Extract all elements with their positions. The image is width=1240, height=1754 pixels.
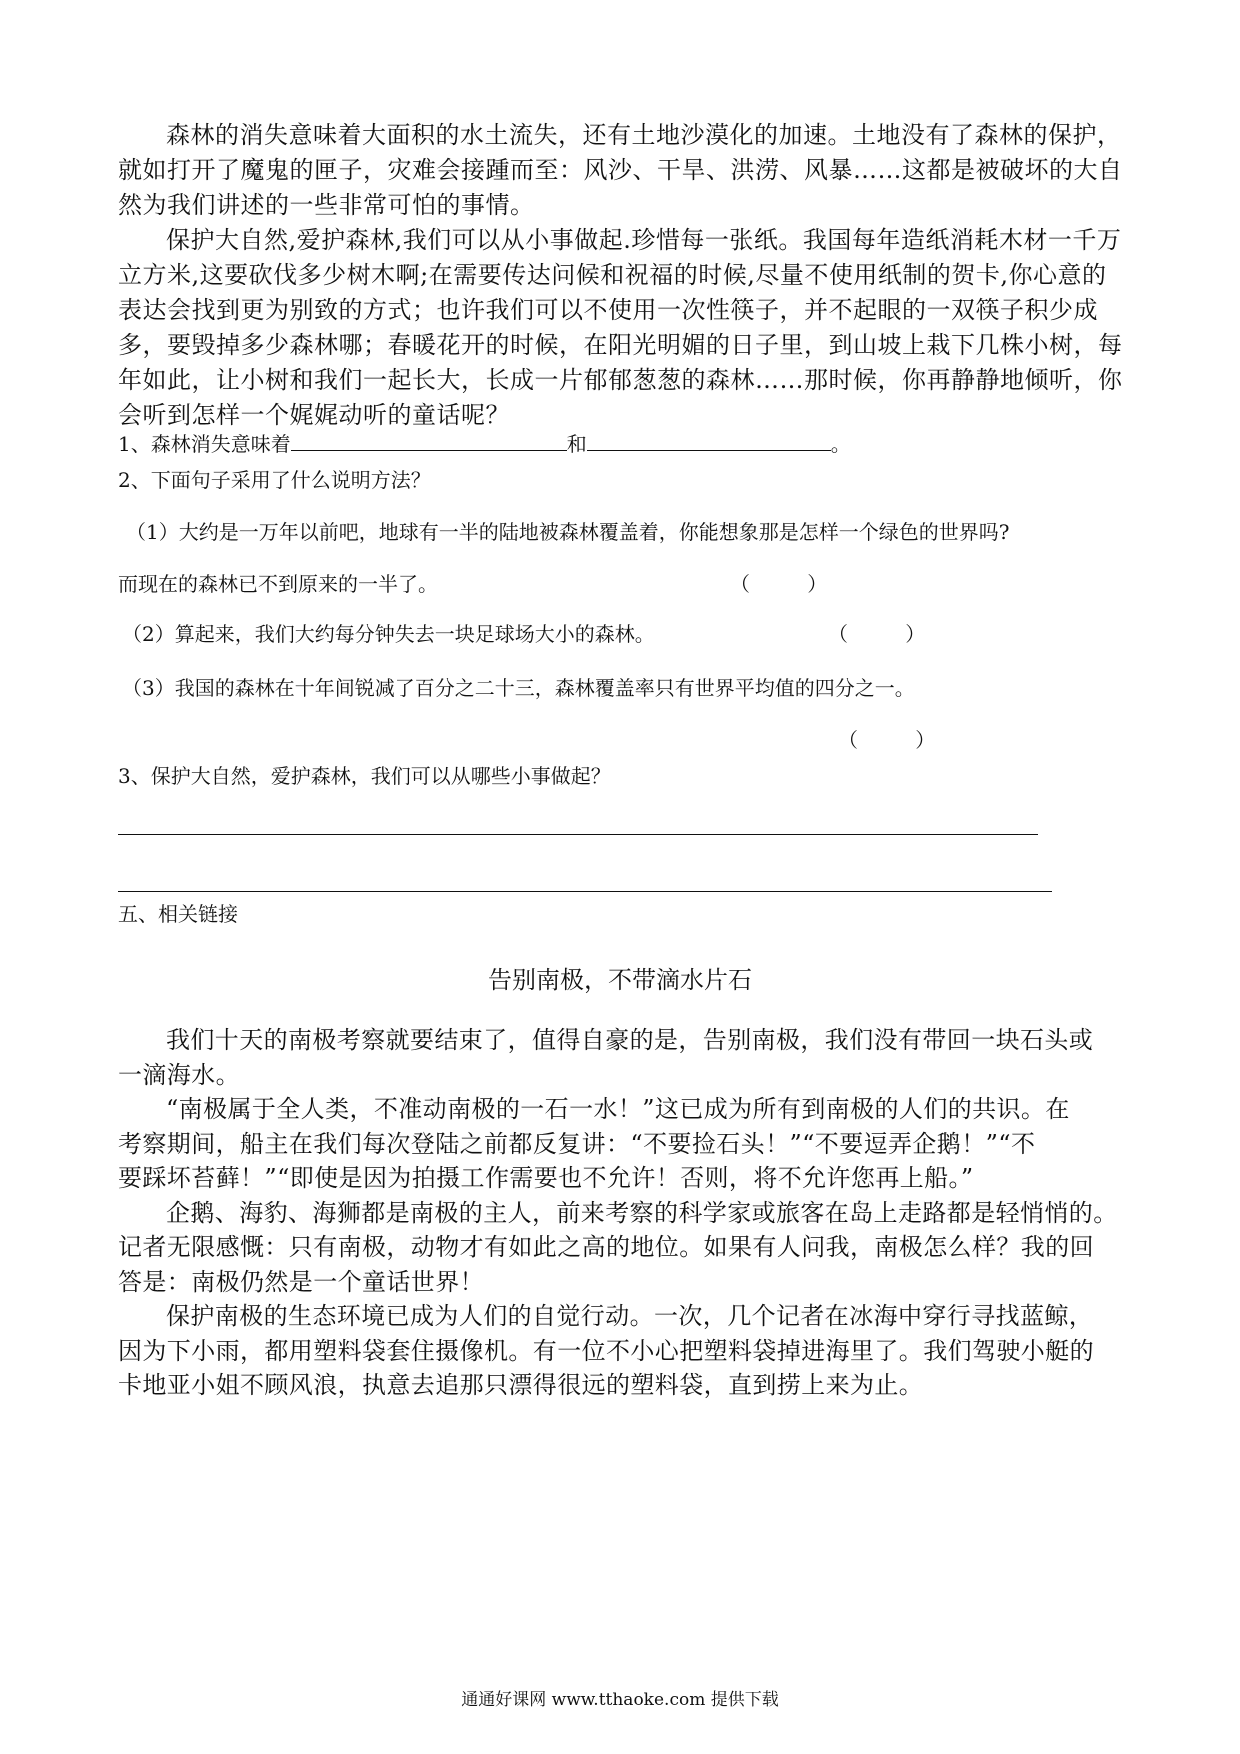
article-line: 要踩坏苔藓！”“即使是因为拍摄工作需要也不允许！否则，将不允许您再上船。” <box>118 1164 974 1192</box>
passage-paragraph-2: 保护大自然,爱护森林,我们可以从小事做起.珍惜每一张纸。我国每年造纸消耗木材一千万立方米,这要砍伐多少树木啊;在需要传达问候和祝福的时候,尽量不使用纸制的贺卡,你心意的表达会找到更为别致的方式；也许我们可以不使用一次性筷子，并不起眼的一双筷子积少成多，要毁掉多少森林哪；春暖花开的时候，在阳光明媚的日子里，到山坡上栽下几株小树，每年如此，让小树和我们一起长大，长成一片郁郁葱葱的森林……那时候，你再静静地倾听，你会听到怎样一个娓娓动听的童话呢？ <box>118 226 1123 429</box>
question-2-2: （2）算起来，我们大约每分钟失去一块足球场大小的森林。 <box>122 622 655 646</box>
answer-paren-2-3[interactable]: （ ） <box>838 728 936 752</box>
question-1-blank-1[interactable] <box>291 430 567 451</box>
question-1 <box>118 430 851 458</box>
question-3: 3、保护大自然，爱护森林，我们可以从哪些小事做起？ <box>118 764 611 788</box>
question-2-1-line-2: 而现在的森林已不到原来的一半了。 <box>118 572 438 596</box>
article-line: 答是：南极仍然是一个童话世界！ <box>118 1267 484 1296</box>
question-2-1-line-1: （1）大约是一万年以前吧，地球有一半的陆地被森林覆盖着，你能想象那是怎样一个绿色的世界吗? <box>126 520 1010 544</box>
question-2-3: （3）我国的森林在十年间锐减了百分之二十三，森林覆盖率只有世界平均值的四分之一。 <box>122 676 915 700</box>
question-1-prefix: 1、森林消失意味着 <box>118 432 291 456</box>
article-line: 考察期间，船主在我们每次登陆之前都反复讲：“不要捡石头！”“不要逗弄企鹅！”“不 <box>118 1129 1036 1158</box>
answer-line-2[interactable] <box>118 891 1052 892</box>
question-1-blank-2[interactable] <box>587 430 831 451</box>
question-1-suffix: 。 <box>830 432 851 456</box>
section-heading: 五、相关链接 <box>118 902 238 926</box>
article-line: 卡地亚小姐不顾风浪，执意去追那只漂得很远的塑料袋，直到捞上来为止。 <box>118 1371 924 1399</box>
article-line: 因为下小雨，都用塑料袋套住摄像机。有一位不小心把塑料袋掉进海里了。我们驾驶小艇的 <box>118 1336 1094 1365</box>
article-body <box>118 1023 1130 1403</box>
article-line: “南极属于全人类，不准动南极的一石一水！”这已成为所有到南极的人们的共识。在 <box>166 1095 1070 1123</box>
article-line: 我们十天的南极考察就要结束了，值得自豪的是，告别南极，我们没有带回一块石头或 <box>166 1026 1094 1054</box>
article-line: 保护南极的生态环境已成为人们的自觉行动。一次，几个记者在冰海中穿行寻找蓝鲸， <box>166 1302 1094 1330</box>
article-line: 一滴海水。 <box>118 1060 240 1089</box>
article-line: 记者无限感慨：只有南极，动物才有如此之高的地位。如果有人问我，南极怎么样？我的回 <box>118 1233 1094 1261</box>
question-1-mid: 和 <box>566 432 587 456</box>
answer-paren-2-2[interactable]: （ ） <box>828 622 926 646</box>
answer-paren-2-1[interactable]: （ ） <box>730 572 828 596</box>
answer-line-1[interactable] <box>118 834 1038 835</box>
page-footer: 通通好课网 www.tthaoke.com 提供下载 <box>461 1690 779 1710</box>
article-title: 告别南极，不带滴水片石 <box>488 966 752 994</box>
article-line: 企鹅、海豹、海狮都是南极的主人，前来考察的科学家或旅客在岛上走路都是轻悄悄的。 <box>166 1198 1118 1227</box>
question-2: 2、下面句子采用了什么说明方法？ <box>118 468 431 492</box>
passage-paragraph-1: 森林的消失意味着大面积的水土流失，还有土地沙漠化的加速。土地没有了森林的保护，就如打开了魔鬼的匣子，灾难会接踵而至：风沙、干旱、洪涝、风暴……这都是被破坏的大自然为我们讲述的一些非常可怕的事情。 <box>118 121 1123 219</box>
